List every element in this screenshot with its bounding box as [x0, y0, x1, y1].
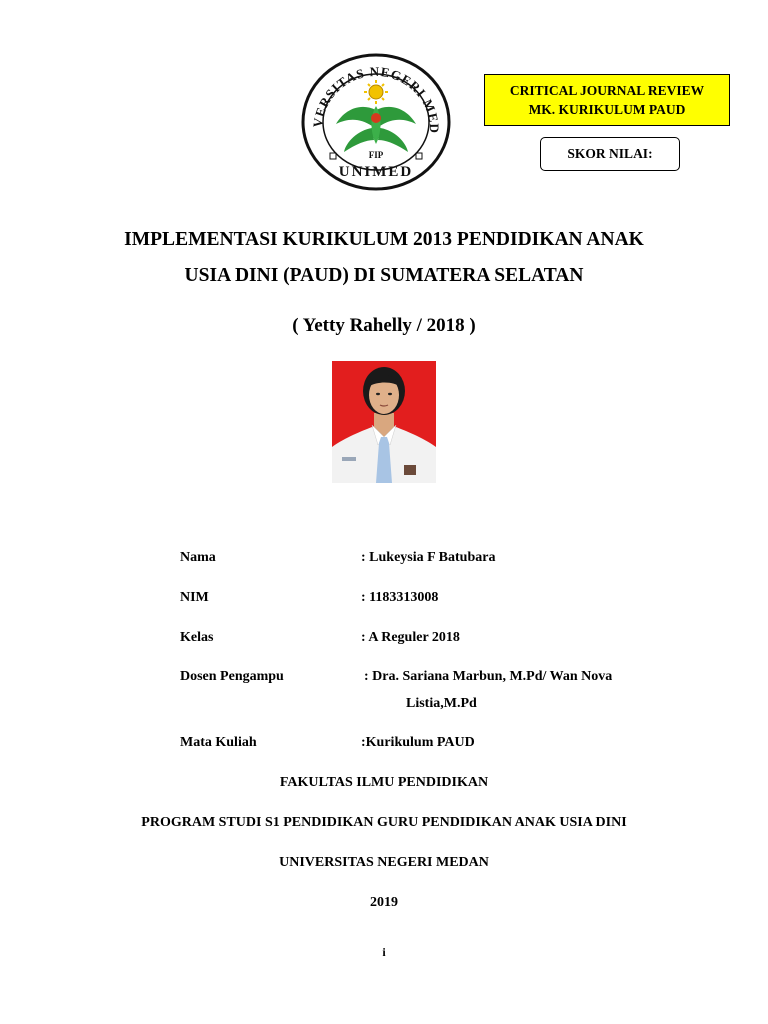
- logo-fip-text: FIP: [368, 150, 384, 160]
- mata-kuliah-label: Mata Kuliah: [180, 735, 257, 750]
- portrait-image: [332, 361, 436, 483]
- journal-author-year: ( Yetty Rahelly / 2018 ): [292, 315, 476, 336]
- dosen-value-line2: Listia,M.Pd: [406, 696, 477, 711]
- document-title-line1: IMPLEMENTASI KURIKULUM 2013 PENDIDIKAN ANAK: [124, 229, 644, 250]
- faculty-name: FAKULTAS ILMU PENDIDIKAN: [279, 775, 489, 790]
- score-label: SKOR NILAI:: [567, 146, 653, 161]
- mata-kuliah-value: :Kurikulum PAUD: [361, 735, 475, 750]
- student-photo: [332, 361, 436, 483]
- dosen-label: Dosen Pengampu: [180, 669, 284, 684]
- nim-label: NIM: [180, 590, 209, 605]
- document-title-line2: USIA DINI (PAUD) DI SUMATERA SELATAN: [184, 265, 584, 286]
- study-program: PROGRAM STUDI S1 PENDIDIKAN GURU PENDIDIKAN ANAK USIA DINI: [141, 815, 627, 830]
- logo-arc-text: VERSITAS NEGERI MED: [309, 63, 443, 135]
- logo-bottom-text: UNIMED: [338, 164, 414, 180]
- dosen-value-line1: : Dra. Sariana Marbun, M.Pd/ Wan Nova: [364, 669, 613, 684]
- review-title-box: [484, 74, 730, 126]
- nama-value: : Lukeysia F Batubara: [361, 550, 496, 565]
- year: 2019: [370, 895, 398, 910]
- university-logo: [300, 52, 452, 192]
- kelas-value: : A Reguler 2018: [361, 630, 460, 645]
- score-box: [540, 137, 680, 171]
- flower-center-icon: [371, 113, 381, 123]
- review-title-line1: CRITICAL JOURNAL REVIEW: [509, 83, 705, 98]
- review-title-line2: MK. KURIKULUM PAUD: [528, 102, 686, 117]
- nim-value: : 1183313008: [361, 590, 439, 605]
- kelas-label: Kelas: [180, 630, 214, 645]
- nama-label: Nama: [180, 550, 216, 565]
- university-name: UNIVERSITAS NEGERI MEDAN: [279, 855, 489, 870]
- page-number: i: [382, 945, 386, 959]
- unimed-emblem-icon: [300, 52, 452, 192]
